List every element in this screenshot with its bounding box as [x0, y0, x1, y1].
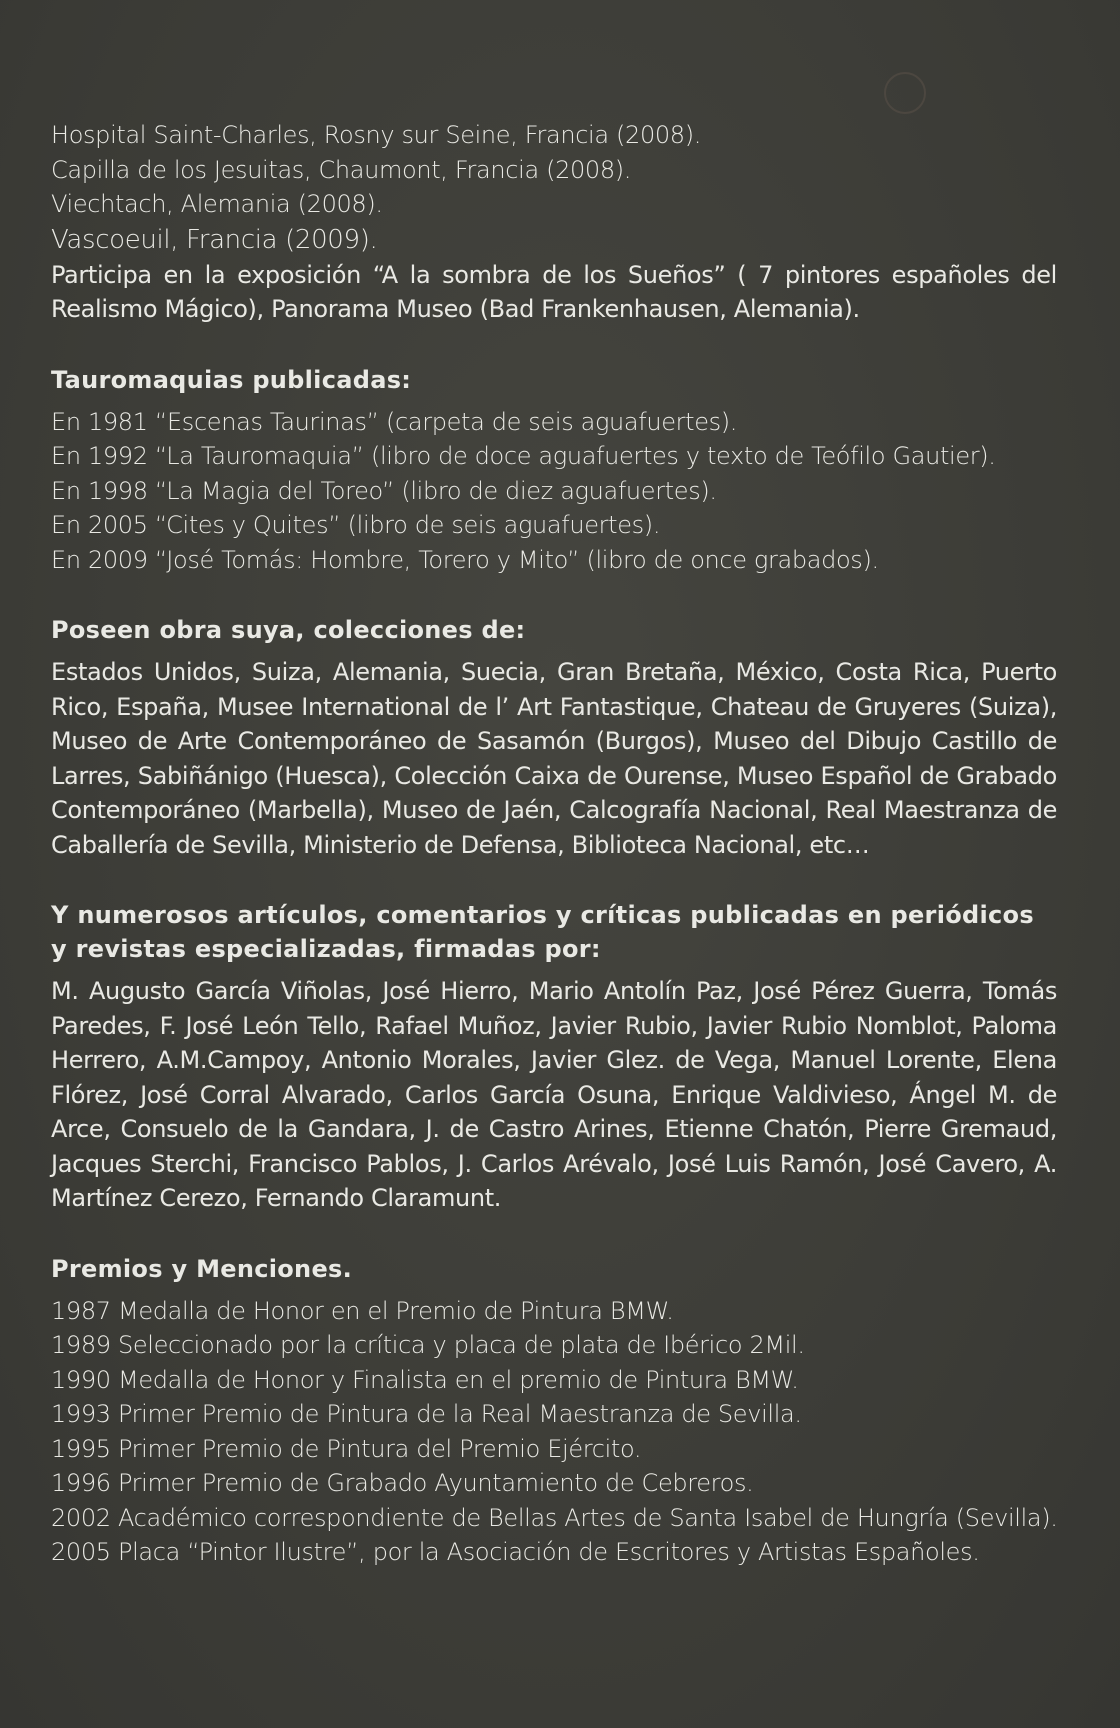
- collections-heading: Poseen obra suya, colecciones de:: [51, 616, 526, 644]
- collections-section: [51, 613, 1061, 862]
- awards-heading: Premios y Menciones.: [51, 1254, 353, 1283]
- articles-text: M. Augusto García Viñolas, José Hierro, Mario Antolín Paz, José Pérez Guerra, Tomás Paredes, F. José León Tello, Rafael Muñoz, Javier Rubio, Javier Rubio Nomblot, Paloma Herrero, A.M.Campoy, Antonio Morales, Javier Glez. de Vega, Manuel Lorente, Elena Flórez, José Corral Alvarado, Carlos García Osuna, Enrique Valdivieso, Ángel M. de Arce, Consuelo de la Gandara, J. de Castro Arines, Etienne Chatón, Pierre Gremaud, Jacques Sterchi, Francisco Pablos, J. Carlos Arévalo, José Luis Ramón, José Cavero, A. Martínez Cerezo, Fernando Claramunt.: [51, 977, 1057, 1212]
- tauromaquias-heading: Tauromaquias publicadas:: [51, 365, 412, 394]
- award-item: 2002 Académico correspondiente de Bellas Artes de Santa Isabel de Hungría (Sevilla).: [51, 1503, 1058, 1532]
- award-item: 1996 Primer Premio de Grabado Ayuntamiento de Cebreros.: [51, 1469, 754, 1497]
- tauromaquias-section: [51, 363, 1061, 578]
- exhibition-item: Hospital Saint-Charles, Rosny sur Seine, Francia (2008).: [51, 121, 701, 149]
- articles-heading: Y numerosos artículos, comentarios y críticas publicadas en periódicos y revistas especializadas, firmadas por:: [51, 901, 1034, 963]
- document-page: [51, 118, 1061, 1570]
- exhibition-item: Participa en la exposición “A la sombra de los Sueños” ( 7 pintores españoles del Realismo Mágico), Panorama Museo (Bad Frankenhausen, Alemania).: [51, 260, 1057, 323]
- award-item: 1990 Medalla de Honor y Finalista en el premio de Pintura BMW.: [51, 1365, 799, 1394]
- awards-section: [51, 1252, 1061, 1570]
- award-item: 1993 Primer Premio de Pintura de la Real Maestranza de Sevilla.: [51, 1400, 802, 1428]
- collections-text: Estados Unidos, Suiza, Alemania, Suecia, Gran Bretaña, México, Costa Rica, Puerto Rico, España, Musee International de l’ Art Fantastique, Chateau de Gruyeres (Suiza), Museo de Arte Contemporáneo de Sasamón (Burgos), Museo del Dibujo Castillo de Larres, Sabiñánigo (Huesca), Colección Caixa de Ourense, Museo Español de Grabado Contemporáneo (Marbella), Museo de Jaén, Calcografía Nacional, Real Maestranza de Caballería de Sevilla, Ministerio de Defensa, Biblioteca Nacional, etc…: [51, 658, 1057, 859]
- articles-section: [51, 898, 1061, 1216]
- tauromaquia-item: En 1998 “La Magia del Toreo” (libro de diez aguafuertes).: [51, 476, 717, 505]
- award-item: 1987 Medalla de Honor en el Premio de Pintura BMW.: [51, 1296, 674, 1325]
- exhibition-item: Capilla de los Jesuitas, Chaumont, Francia (2008).: [51, 155, 632, 184]
- paper-stain: [884, 72, 926, 114]
- award-item: 2005 Placa “Pintor Ilustre”, por la Asociación de Escritores y Artistas Españoles.: [51, 1538, 980, 1566]
- tauromaquia-item: En 1992 “La Tauromaquia” (libro de doce aguafuertes y texto de Teófilo Gautier).: [51, 442, 996, 470]
- award-item: 1989 Seleccionado por la crítica y placa de plata de Ibérico 2Mil.: [51, 1331, 805, 1359]
- exhibitions-section: [51, 118, 1061, 327]
- exhibition-item: Vascoeuil, Francia (2009).: [51, 224, 378, 255]
- tauromaquia-item: En 2009 “José Tomás: Hombre, Torero y Mito” (libro de once grabados).: [51, 545, 879, 574]
- tauromaquia-item: En 2005 “Cites y Quites” (libro de seis aguafuertes).: [51, 511, 661, 539]
- award-item: 1995 Primer Premio de Pintura del Premio Ejército.: [51, 1434, 642, 1463]
- tauromaquia-item: En 1981 “Escenas Taurinas” (carpeta de seis aguafuertes).: [51, 407, 738, 436]
- exhibition-item: Viechtach, Alemania (2008).: [51, 190, 383, 218]
